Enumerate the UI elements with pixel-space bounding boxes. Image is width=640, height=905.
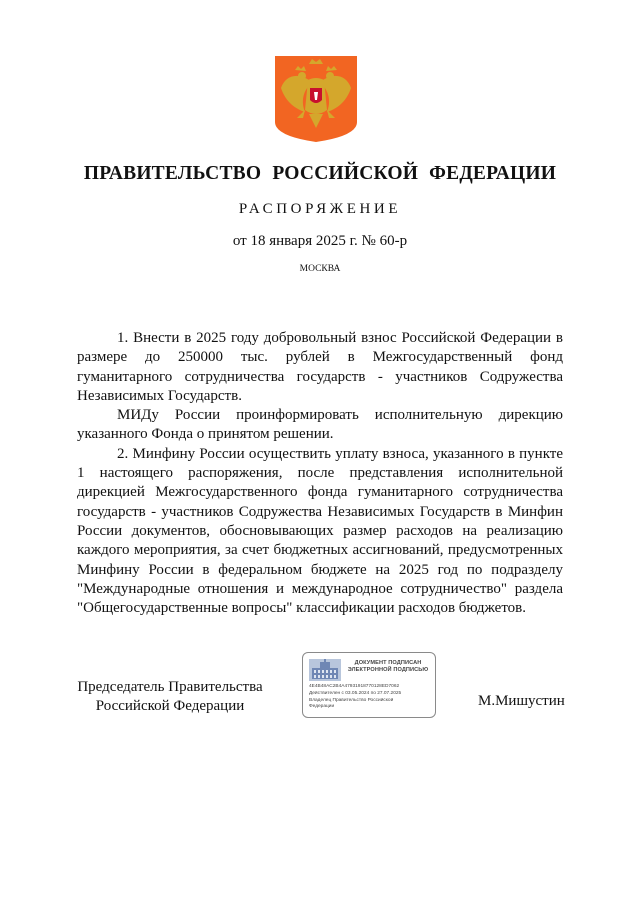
document-date-number: от 18 января 2025 г. № 60-р bbox=[232, 233, 408, 249]
electronic-signature-stamp bbox=[302, 652, 436, 718]
government-building-icon bbox=[309, 659, 341, 681]
document-type: РАСПОРЯЖЕНИЕ bbox=[238, 201, 402, 217]
signatory-position-line-2: Российской Федерации bbox=[95, 698, 245, 714]
stamp-owner-line-2: Федерации bbox=[309, 704, 335, 709]
signatory-position-line-1: Председатель Правительства bbox=[77, 679, 263, 695]
document-body bbox=[77, 329, 563, 618]
paragraph-1: 1. Внести в 2025 году добровольный взнос Российской Федерации в размере до 250000 тыс. рублей в Межгосударственный фонд гуманитарного сотрудничества государств - участников Содружества Независимых Государств. bbox=[77, 330, 563, 404]
stamp-owner-line-1: Владелец Правительство Российской bbox=[309, 698, 394, 703]
paragraph-3: 2. Минфину России осуществить уплату взноса, указанного в пункте 1 настоящего распоряжения, после представления исполнительной дирекцией Межгосударственного фонда гуманитарного сотрудничества государств - участников Содружества Независимых Государств в Минфин России документов, обосновывающих размер расходов на реализацию каждого мероприятия, за счет бюджетных ассигнований, предусмотренных Минфину России в федеральном бюджете на 2025 год по подразделу "Международные отношения и международное сотрудничество" раздела "Общегосударственные вопросы" классификации расходов бюджетов. bbox=[77, 445, 563, 617]
document-city: МОСКВА bbox=[299, 264, 341, 274]
paragraph-2: МИДу России проинформировать исполнительную дирекцию указанного Фонда о принятом решении. bbox=[77, 407, 563, 443]
signatory-position bbox=[77, 678, 263, 716]
stamp-certificate: 4E4B48AC2B4A47931918770128ED7062 bbox=[309, 684, 400, 689]
stamp-heading bbox=[343, 660, 433, 674]
stamp-heading-line-2: ЭЛЕКТРОННОЙ ПОДПИСЬЮ bbox=[347, 667, 429, 673]
signatory-name: М.Мишустин bbox=[478, 693, 565, 709]
stamp-heading-line-1: ДОКУМЕНТ ПОДПИСАН bbox=[354, 660, 422, 666]
government-title: ПРАВИТЕЛЬСТВО РОССИЙСКОЙ ФЕДЕРАЦИИ bbox=[83, 163, 557, 184]
stamp-validity: Действителен с 03.05.2024 по 27.07.2025 bbox=[309, 691, 402, 696]
coat-of-arms-icon bbox=[275, 56, 357, 142]
